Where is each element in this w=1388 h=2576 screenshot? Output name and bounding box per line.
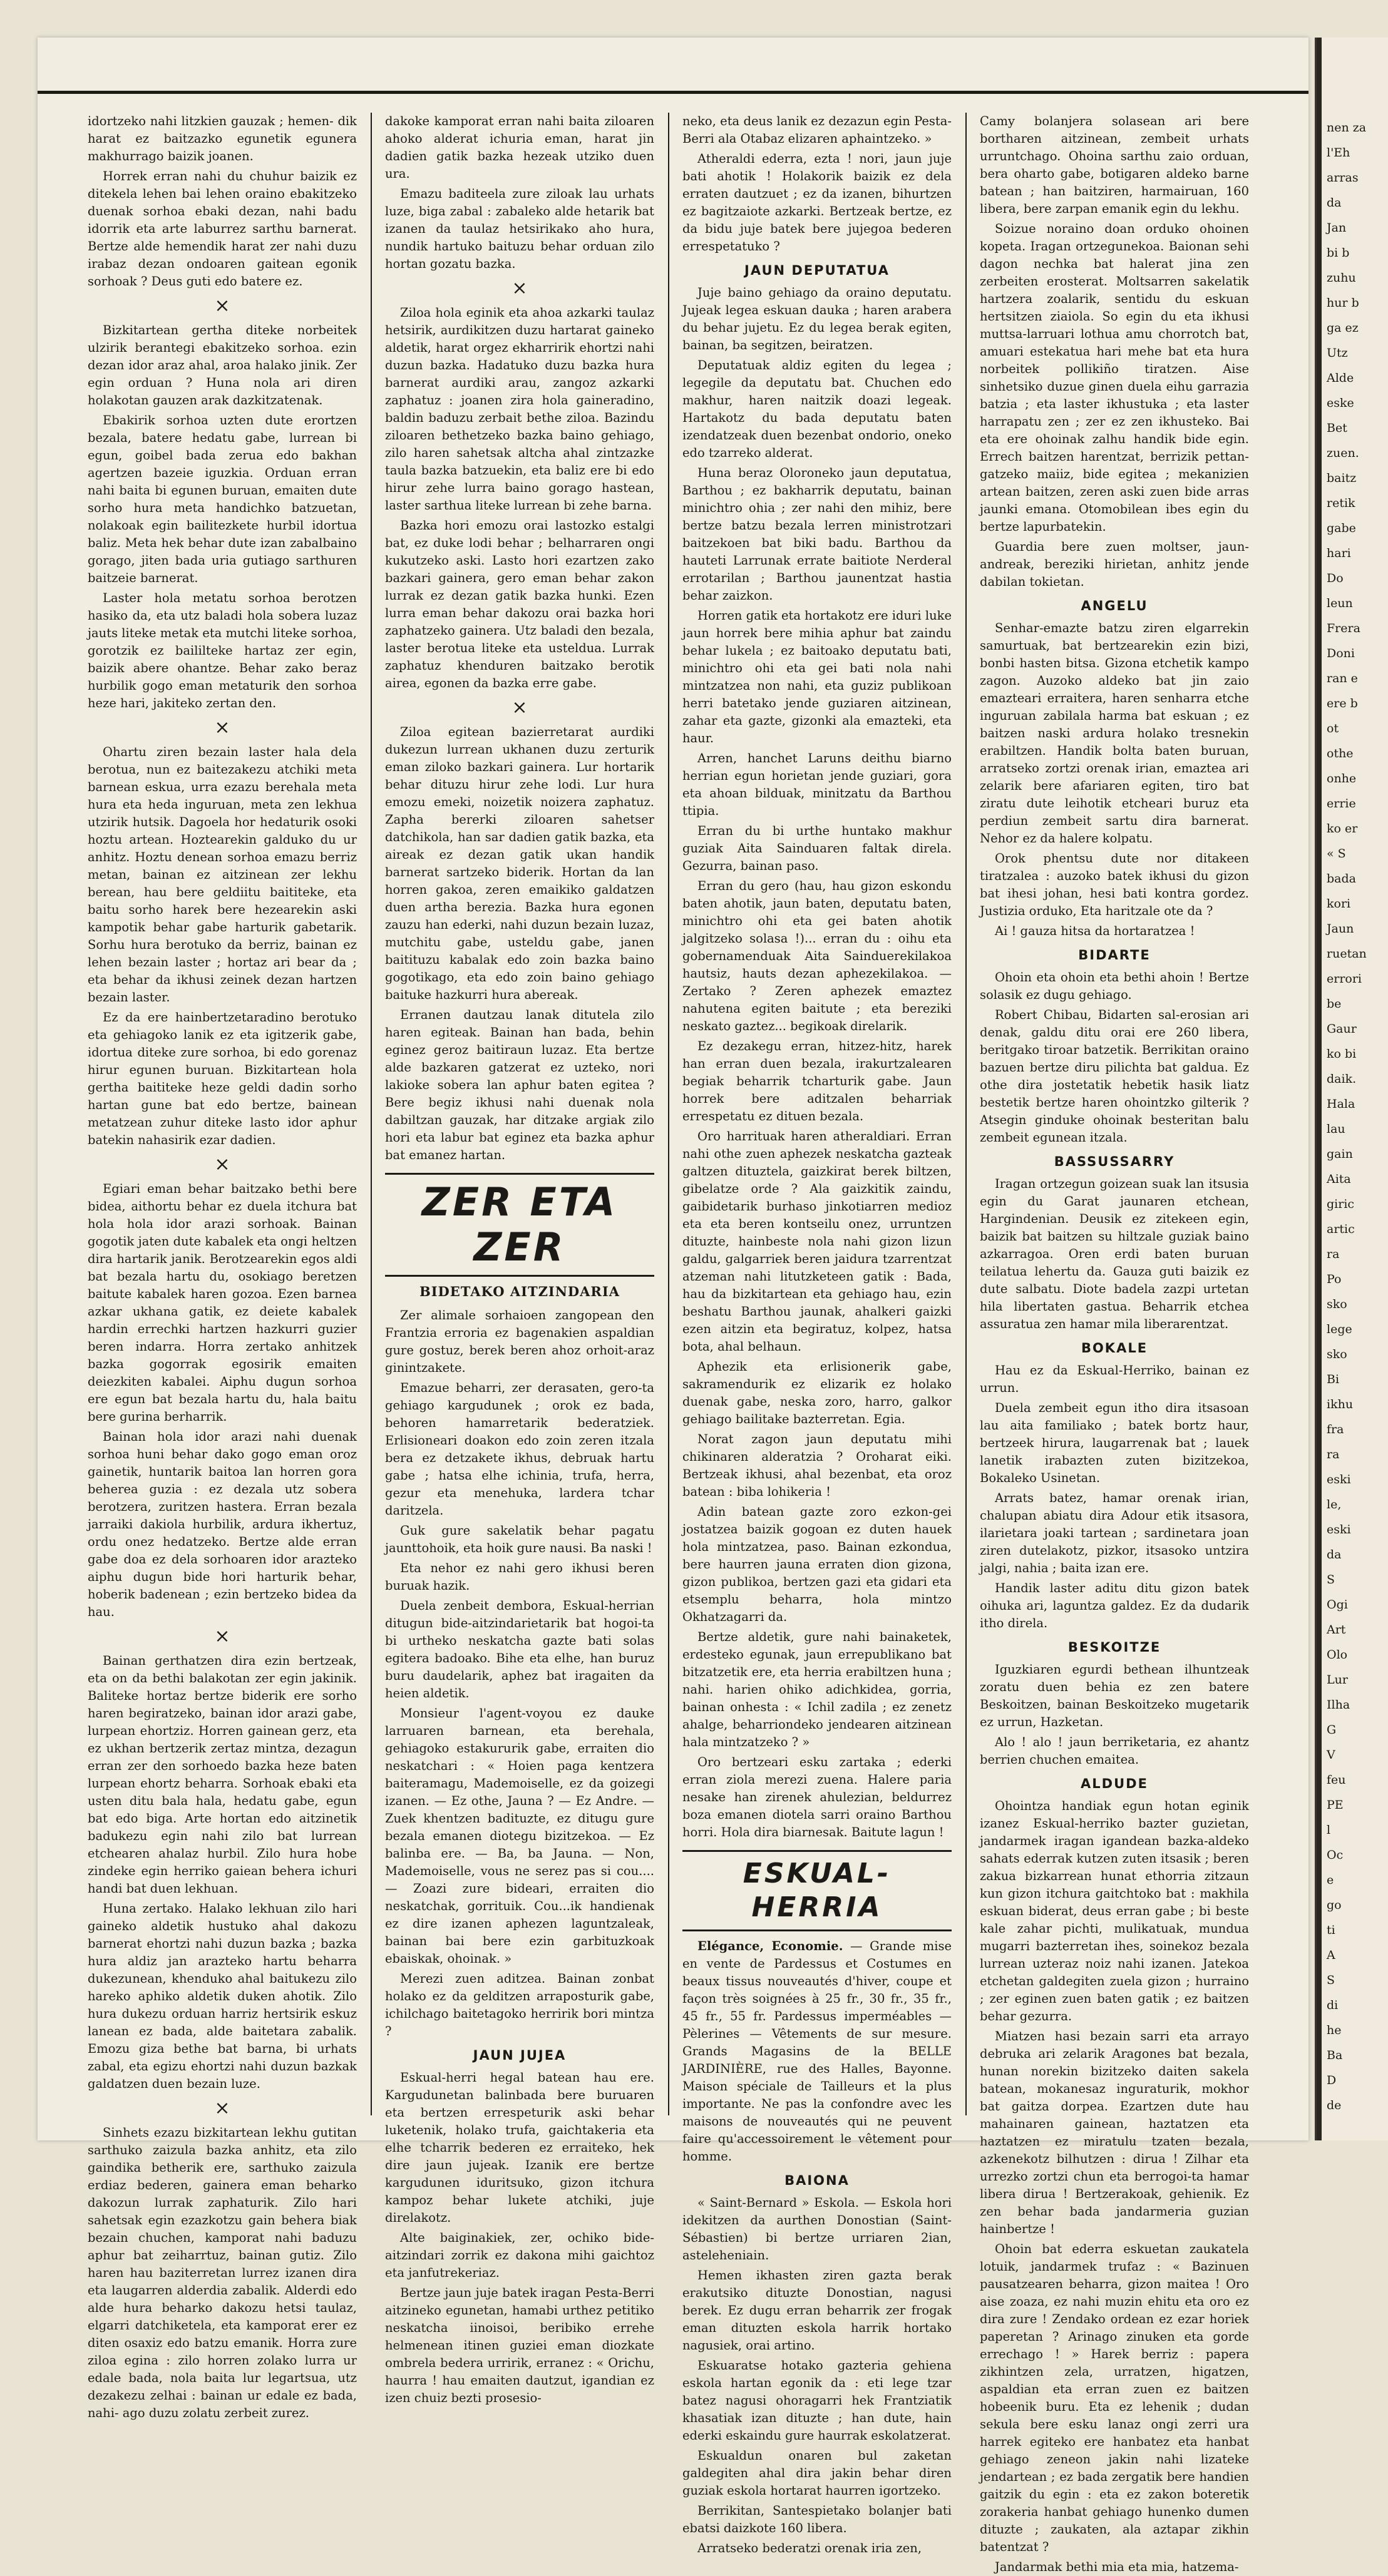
- adjacent-page-fragment: zuhu: [1327, 271, 1356, 285]
- adjacent-page-fragment: leun: [1327, 596, 1353, 610]
- paragraph: Horren gatik eta hortakotz ere iduri luke jaun horrek bere mihia aphur bat zaindu behar lukela ; ez baitoako deputatu bati, minichtro ohi eta gei bati nola nahi mintzatzea non nahi, eta guziz publikoan herri batetako jende guziaren aitzinean, zahar eta gazte, gizonki ala emazteki, eta haur.: [682, 608, 952, 745]
- paragraph: Emazu baditeela zure ziloak lau urhats luze, biga zabal : zabaleko alde hetarik bat izanen da taulaz hetsirikako aho hura, nundik hartuko baituzu behar orduan zilo hortan gozatu bazka.: [385, 187, 654, 271]
- masthead-title: ESKUAL-HERRIA: [743, 1858, 892, 1923]
- paragraph: Alte baiginakiek, zer, ochiko bide-aitzindari zorrik ez dakona mihi gaichtoz eta janfutrekeriaz.: [385, 2231, 654, 2280]
- adjacent-page-fragment: D: [1327, 2073, 1337, 2087]
- paragraph: Sinhets ezazu bizkitartean lekhu gutitan sarthuko zaizula bazka anhitz, eta zilo gaindika betherik ere, sarthuko zaizula erdiaz bederen, gainera eman beharko dakozun lurrak zaphaturik. Zilo hari sahetsak egin ezazkotzu gain behera biak bezain chuchen, kamporat nahi baduzu aphur bat zeiharrtuz, bainan gutiz. Zilo haren hau baziterretan lurrez izanen dira eta laugarren alderdia zabalik. Alderdi edo alde hura beharko dakozu hetsi taulaz, elgarri datchiketela, eta kamporat erer ez diten osaxiz edo batzu emanik. Horra zure ziloa egina : zilo horren zolako lurra ur edale bada, nola baita lur legartsua, utz dezakezu zelhai : bainan ur edale ez bada, nahi- ago duzu zolatu zerbeit zurez.: [88, 2125, 357, 2420]
- adjacent-page-fragment: ran e: [1327, 672, 1358, 685]
- adjacent-page-fragment: Do: [1327, 571, 1344, 585]
- paragraph: Emazue beharri, zer derasaten, gero-ta gehiago kargudunek ; orok ez bada, behoren hamarretarik bederatziek. Erlisioneari doakon edo zoin zeren itzala bera ez detzakete ikhus, debruak hartu gabe ; hatsa elhe ichinia, trufa, herra, gezur eta menehuka, lardera tchar daritzela.: [385, 1381, 654, 1518]
- adjacent-page-fragment: A: [1327, 1948, 1335, 1962]
- adjacent-page-fragment: S: [1327, 1973, 1335, 1987]
- paragraph: Handik laster aditu ditu gizon batek oihuka ari, laguntza galdez. Ez da dudarik itho direla.: [980, 1581, 1249, 1630]
- paragraph: Bainan hola idor arazi nahi duenak sorhoa huni behar dako gogo eman oroz gainetik, huntarik baitoa lan horren gora beherea guzia : ez dezala utz sobera berotzera, zuritzen hastera. Erran bezala jarraiki dakiola hurbilik, ardura ikhertuz, ordu onez hedatzeko. Bertze alde erran gabe doa ez dela sorhoaren idor arazteko aiphu dugun bide hori harturik behar, hoberik badenean ; ezin bertzeko bidea da hau.: [88, 1429, 357, 1619]
- adjacent-page-fragment: Alde: [1327, 371, 1354, 385]
- paragraph: Adin batean gazte zoro ezkon-gei jostatzea baizik gogoan ez duten hauek hola mintzatzea, paso. Bainan ezkondua, bere haurren jauna erraten dion gizona, gizon publikoa, bertzen gazi eta gidari eta etsemplu beharra, hola mintzo Okhatzagarri da.: [682, 1505, 952, 1624]
- adjacent-page-fragment: lau: [1327, 1122, 1345, 1136]
- adjacent-page-fragment: feu: [1327, 1773, 1346, 1787]
- column-3: [682, 113, 952, 2555]
- paragraph: Camy bolanjera solasean ari bere bortharen aitzinean, zembeit urhats urruntchago. Ohoina sarthu zaio orduan, bera oharto gabe, botigaren aldeko barne batean ; han baitziren, harmairuan, 160 libera, bere zarpan emanik egin du lekhu.: [980, 114, 1249, 216]
- paragraph: Merezi zuen aditzea. Bainan zonbat holako ez da gelditzen arraposturik gabe, ichilchago baitetagoko herririk bori mintza ?: [385, 1971, 654, 2038]
- paragraph: idortzeko nahi litzkien gauzak ; hemen- dik harat ez baitzazko egunetik egunera makhurrago baizik joanen.: [88, 114, 357, 163]
- paragraph: Robert Chibau, Bidarten sal-erosian ari denak, galdu ditu orai ere 260 libera, beritgako tiroar batzetik. Berrikitan oraino bazuen bertze diru pilichta bat galdua. Ez othe dira jostetatik hebetik hasik liatz bestetik bertze haren ohointzko gilterik ? Atsegin ginduke ohoinak besteritan balu zembeit egunean itzala.: [980, 1008, 1249, 1145]
- section-separator: ×: [214, 1625, 230, 1647]
- adjacent-page-fragment: ikhu: [1327, 1398, 1354, 1411]
- adjacent-page-fragment: Hala: [1327, 1097, 1355, 1111]
- paragraph: Ohoin bat ederra eskuetan zaukatela lotuik, jandarmek trufaz : « Bazinuen pausatzearen beharra, gizon maitea ! Oro aise zoaza, ez nahi muzin ehitu eta oro ez dira zure ! Zendako ordean ez ezar horiek paperetan ? Arinago zinuken eta gorde errechago ! » Harek berriz : papera zikhintzen zela, urratzen, higatzen, aspaldian eta erran zuen ez baitzen hobeenik buru. Eta ez lehenik ; dudan sekula bere esku lanaz ongi zerri ura harrek egiteko ere hanbatez eta hanbat gehiago zeneon jakin nahi lizateke jendartean ; ez bada zergatik bere handien gaitzik du egin : eta ez zakon boteretik zorakeria hanbat gehiago hunenko dumen dituzte ; zaukaten, ala aztapar zikhin batentzat ?: [980, 2242, 1249, 2554]
- paragraph: Bazka hori emozu orai lastozko estalgi bat, ez duke lodi behar ; belharraren ongi kukutzeko aski. Lasto hori ezartzen zako bazkari gainera, gero eman behar zakon lurrak ez dezan gatik bazka hunki. Ezen lurra eman behar dakozu orai bazka hori zaphatzeko gainera. Utz baladi den bezala, laster berotua liteke eta usteldua. Lurrak zaphatuz khenduren baitzako berotik airea, egonen da bazka erre gabe.: [385, 518, 654, 690]
- adjacent-page-fragment: e: [1327, 1873, 1334, 1887]
- section-separator: ×: [214, 2097, 230, 2119]
- page-fold: [1317, 38, 1322, 2140]
- paragraph: Eta nehor ez nahi gero ikhusi beren buruak hazik.: [385, 1561, 654, 1593]
- adjacent-page-fragment: de: [1327, 2098, 1342, 2112]
- paragraph: Ai ! gauza hitsa da hortaratzea !: [995, 924, 1195, 938]
- adjacent-page-fragment: l: [1327, 1823, 1331, 1837]
- adjacent-page-fragment: Art: [1327, 1623, 1346, 1637]
- adjacent-page-fragment: « S: [1327, 847, 1346, 861]
- adjacent-page-fragment: ruetan: [1327, 947, 1367, 961]
- adjacent-page-fragment: Gaur: [1327, 1022, 1357, 1036]
- adjacent-page-fragment: le,: [1327, 1498, 1342, 1511]
- paragraph: Norat zagon jaun deputatu mihi chikinaren alderatzia ? Oroharat eiki. Bertzeak ikhusi, ahal bezenbat, eta oroz batean : biba lohikeria !: [682, 1432, 952, 1499]
- adjacent-page-fragment: Jaun: [1327, 922, 1354, 936]
- paragraph: Ohartu ziren bezain laster hala dela berotua, nun ez baitezakezu atchiki meta barnean eskua, urra ezazu berehala meta hura eta heda inguruan, meta zen lekhua utzirik hutsik. Dagoela hor hedaturik osoki hoztu artean. Hoztearekin galduko du ur anhitz. Hoztu denean sorhoa emazu berriz metan, bainan ez aitzinean zer lekhu berean, hau bere geldiitu baititeke, eta baitu sorho harek bere hezearekin aski kampotik behar gabe harturik gabetarik. Sorhu hura berotuko da berriz, bainan ez lehen bezain laster ; hortaz ari bear da ; eta behar da ikhusi zeinek dezan hartzen bezain laster.: [88, 745, 357, 1004]
- section-masthead: [682, 1850, 952, 1931]
- column-4: [980, 113, 1249, 2574]
- ad-title: Elégance, Economie.: [697, 1939, 843, 1953]
- adjacent-page-fragment: V: [1327, 1748, 1335, 1762]
- article-heading: BOKALE: [1081, 1341, 1148, 1356]
- section-separator: ×: [214, 295, 230, 317]
- paragraph: dakoke kamporat erran nahi baita ziloaren ahoko alderat ichuria eman, harat jin dadien gatik bazka hezeak utziko duen ura.: [385, 114, 654, 181]
- adjacent-page-fragment: ot: [1327, 722, 1339, 735]
- paragraph: Bertze jaun juje batek iragan Pesta-Berri aitzineko egunetan, hamabi urthez petitiko neskatcha iinoisoi, beribiko errehe helmenean itinen guziei eman diozkate ombrela bedera urririk, erranez : « Orichu, haurra ! hau emaiten dautzut, igandian ez izen chuiz bezti prosesio-: [385, 2286, 654, 2405]
- adjacent-page-fragment: go: [1327, 1898, 1342, 1912]
- adjacent-page-fragment: ra: [1327, 1448, 1340, 1461]
- article-heading: ALDUDE: [1081, 1776, 1148, 1791]
- adjacent-page-fragment: sko: [1327, 1297, 1347, 1311]
- adjacent-page-fragment: giric: [1327, 1197, 1355, 1211]
- adjacent-page-fragment: Ba: [1327, 2048, 1343, 2062]
- paragraph: Huna zertako. Halako lekhuan zilo hari gaineko aldetik hustuko ahal dakozu barnerat ehortzi nahi duzun bazka ; bazka hura aldiz jan arazteko hartu beharra dukezunean, khenduko ahal baitukezu zilo hareko aphiko aldetik duken ahotik. Zilo hura dukezu orduan harriz hertsirik eskuz lanean ez bada, alde baitetara zabalik. Emozu giza bethe bat barna, bi urhats zabal, eta egizu ehortzi nahi duzun bazkak galdatzen duen bezain luze.: [88, 1901, 357, 2091]
- paragraph: Bertze aldetik, gure nahi bainaketek, erdesteko egunak, jaun errepublikano bat bitzatzetik ere, eta herria erabiltzen huna ; nahi. harien ohiko adichkidea, gorria, bainan onhesta : « Ichil zadila ; ez zenetz ahalge, beharriondeko jendearen aitzinean hala mintzatzeko ? »: [682, 1630, 952, 1749]
- adjacent-page-fragment: da: [1327, 196, 1342, 210]
- article-heading: JAUN DEPUTATUA: [744, 263, 890, 278]
- adjacent-page-fragment: bi b: [1327, 246, 1350, 260]
- adjacent-page-fragment: ko bi: [1327, 1047, 1357, 1061]
- paragraph: Horrek erran nahi du chuhur baizik ez ditekela lehen bai lehen oraino ebakitzeko duenak sorhoa ebaki dezan, nahi badu idorrik eta arte laburrez sarthu barnerat. Bertze alde hemendik harat zer nahi duzu irabaz dezan ondoaren gaitean egonik sorhoak ? Deus guti edo batere ez.: [88, 169, 357, 289]
- adjacent-page-fragment: Oc: [1327, 1848, 1344, 1862]
- adjacent-page-fragment: artic: [1327, 1222, 1355, 1236]
- article-heading: BASSUSSARRY: [1054, 1154, 1175, 1169]
- paragraph: Laster hola metatu sorhoa berotzen hasiko da, eta utz baladi hola sobera luzaz jauts liteke metak eta mutchi liteke sorhoa, gorotzik ez baililteke hartaz zer egin, baizik abere ohantze. Behar zako beraz hurbilik gogo eman metaturik den sorhoa heze hari, jakiteko zertan den.: [88, 591, 357, 710]
- paragraph: Juje baino gehiago da oraino deputatu. Jujeak legea eskuan dauka ; haren arabera du behar jujetu. Ez du legea berak egiten, bainan, ba segitzen, beiratzen.: [682, 285, 952, 352]
- adjacent-page-fragment: daik.: [1327, 1072, 1357, 1086]
- adjacent-page-edge: [1315, 38, 1388, 2140]
- advertisement: [682, 1938, 952, 2165]
- column-rule: [965, 113, 967, 2115]
- paragraph: Oro bertzeari esku zartaka ; ederki erran ziola merezi zuena. Halere paria nesake han zirenek ahulezian, beldurrez boza emanen diotela sarri oraino Barthou horri. Hola dira biarnesak. Baitute lagun !: [682, 1755, 952, 1839]
- column-1: [88, 113, 357, 2420]
- adjacent-page-fragment: Lur: [1327, 1673, 1348, 1687]
- adjacent-page-fragment: Ogi: [1327, 1598, 1348, 1612]
- paragraph: Erran du gero (hau, hau gizon eskondu baten ahotik, jaun baten, deputatu baten, minichtro ohi eta gei baten ahotik jalgitzeko solasa !)... erran du : oihu eta gobernamenduak Aita Sainduerekilakoa hautsiz, hauts dezan aphezekilakoa. — Zertako ? Zeren aphezek emaztez nahutena egiten baitute ; eta bereziki neskato gaztez... begikoak direlarik.: [682, 879, 952, 1033]
- ad-text: — Grande mise en vente de Pardessus et Costumes en beaux tissus nouveautés d'hiver, coupe et façon très soignées à 25 fr., 30 fr., 35 fr., 45 fr., 55 fr. Pardessus imperméables — Pèlerines — Vêtements de sur mesure. Grands Magasins de la BELLE JARDINIÈRE, rue des Halles, Bayonne. Maison spéciale de Tailleurs et la plus importante. Ne pas la confondre avec les maisons de nouveautés qui ne peuvent faire qu'accessoirement le vêtement pour homme.: [682, 1939, 952, 2164]
- paragraph: Ez dezakegu erran, hitzez-hitz, harek han erran duen bezala, irakurtzalearen begiak beharrik tcharturik gabe. Jaun horrek bere aditzalen beharriak errespetatu ez dituen bezala.: [682, 1039, 952, 1123]
- paragraph: Ohointza handiak egun hotan eginik izanez Eskual-herriko bazter guzietan, jandarmek iragan igandean bazka-aldeko sahats ederrak kutzen zuten itsasik ; beren zakua bizkarrean hunat ethorria zitzaun kun gizon itchura gaitchtoko bat : makhila eskuan biderat, deus erran gabe ; bi beste kale zahar pichti, mulikatuak, mundua mugarri bazterretan ihes, soinekoz bezala lurrean uzteraz noiz nahi izanen. Jatekoa etchetan galdegiten zuela gizon ; hurraino ; zer eginen zuen baten gatik ; ez baitzen behar gezurra.: [980, 1799, 1249, 2023]
- paragraph: Arren, hanchet Laruns deithu biarno herrian egun horietan jende guziari, gora eta ahoan bilduak, minitzatu da Barthou ttipia.: [682, 751, 952, 818]
- paragraph: Huna beraz Oloroneko jaun deputatua, Barthou ; ez bakharrik deputatu, bainan minichtro ohia ; zer nahi den mihiz, bere bertze batzu bezala lerren ministrotzari baitzekoen bat biki badu. Barthou da hauteti Larrunak errate baitiote Nerderal errotarilan ; Barthou jaunentzat hastia behar zaizkon.: [682, 466, 952, 603]
- article-heading: ANGELU: [1081, 598, 1148, 613]
- paragraph: Egiari eman behar baitzako bethi bere bidea, aithortu behar ez duela itchura bat hola hola idor arazi sorhoak. Bainan gogotik jaten dute kabalek eta ongi heltzen dira hartarik janik. Berotzearekin egos aldi bat bezala hartu du, osokiago beretzen baitute kabalek haren gozoa. Ezen barnea azkar ukhana gatik, ez deiete kabalek hardin errechki hartzen hazkurri guzier beren indarra. Horra zertako anhitzek bazka gogorrak egosirik emaiten deiezkiten kabalei. Aiphu dugun sorhoa ere egun bat bezala hartu du, hala baitu bere gurina berharrik.: [88, 1182, 357, 1424]
- paragraph: Hau ez da Eskual-Herriko, bainan ez urrun.: [980, 1363, 1249, 1395]
- paragraph: Ohoin eta ohoin eta bethi ahoin ! Bertze solasik ez dugu gehiago.: [980, 970, 1249, 1002]
- adjacent-page-fragment: baitz: [1327, 471, 1357, 485]
- adjacent-page-fragment: sko: [1327, 1347, 1347, 1361]
- adjacent-page-fragment: Bi: [1327, 1372, 1340, 1386]
- adjacent-page-fragment: he: [1327, 2023, 1342, 2037]
- paragraph: Hemen ikhasten ziren gazta berak erakutsiko dituzte Donostian, nagusi berek. Ez dugu erran beharrik zer frogak eman dituzten eskola harrik hortako nagusiek, orai artino.: [682, 2268, 952, 2353]
- adjacent-page-fragment: eske: [1327, 396, 1354, 410]
- paragraph: Miatzen hasi bezain sarri eta arrayo debruka ari zelarik Aragones bat bezala, hunan norekin bizitzeko daiten sakela batean, mokanesaz inguraturik, mokhor bat gaitza dorpea. Ezartzen dute hau mahainaren gainean, haztatzen eta haztatzen ez miratulu tzaten bezala, azkenekotz bilhutzen : dirua ! Zilhar eta urrezko zortzi chun eta berrogoi-ta hamar libera dirua ! Bertzerakoak, gehienik. Ez zen behar bada jandarmeria guzian hainbertze !: [980, 2029, 1249, 2236]
- paragraph: Iragan ortzegun goizean suak lan itsusia egin du Garat jaunaren etchean, Hargindenian. Deusik ez zitekeen egin, baizik bat baitzen su hiltzale guziak baino azkarragoa. Oren erdi baten buruan teilatua lehertu da. Gauza guti baizik ez dute salbatu. Diote badela zazpi urtetan hila libertaten gastua. Beharrik etchea assuratua zen hamar mila liberarentzat.: [980, 1177, 1249, 1331]
- paragraph: « Saint-Bernard » Eskola. — Eskola hori idekitzen da aurthen Donostian (Saint-Sébastien) bi bertze urriaren 2ian, asteleheniain.: [682, 2195, 952, 2262]
- paragraph: Guk gure sakelatik behar pagatu jaunttohoik, eta hoik gure nausi. Ba naski !: [385, 1523, 654, 1555]
- adjacent-page-fragment: bada: [1327, 872, 1356, 886]
- section-separator: ×: [512, 697, 528, 718]
- article-heading: BIDARTE: [1078, 948, 1151, 963]
- top-rule: [38, 91, 1308, 94]
- paragraph: Arrats batez, hamar orenak irian, chalupan abiatu dira Adour etik itsasora, ilarietara joaki tartean ; sardinetara joan ziren dutelakotz, pizkor, itsasoko untzira jalgi, nahia ; baita izan ere.: [980, 1491, 1249, 1575]
- adjacent-page-fragment: retik: [1327, 496, 1355, 510]
- adjacent-page-fragment: eski: [1327, 1523, 1351, 1536]
- paragraph: Monsieur l'agent-voyou ez dauke larruaren barnean, eta berehala, gehiagoko estakururik gabe, erraiten dio neskatchari : « Hoien paga kentzera baiteramagu, Mademoiselle, ez da goizegi izanen. — Ez othe, Jauna ? — Ez Andre. — Zuek khentzen badituzte, ez ditugu gure bezala emanen diotegu bizitzekoa. — Ez balinba ere. — Ba, ba Jauna. — Non, Mademoiselle, vous ne serez pas si cou.... — Zoazi zure bideari, erraiten dio neskatchak, gorrituik. Cou...ik handienak ez dire izanen aphezen laguntzaleak, bainan bai bere ezin garbituzkoak ebaiskak, ohoinak. »: [385, 1706, 654, 1966]
- adjacent-page-fragment: gain: [1327, 1147, 1353, 1161]
- adjacent-page-fragment: da: [1327, 1548, 1342, 1561]
- paragraph: Ziloa egitean bazierretarat aurdiki dukezun lurrean ukhanen duzu zerturik eman ziloko bazkari gainera. Lur hortarik behar dituzu hirur zehe lodi. Lur hura emozu emeki, noizetik noizera zaphatuz. Zapha bererki ziloaren sahetser datchikola, han sar dadien gatik bazka, eta aireak ez dezan gatik ukan handik barnerat sartzeko biderik. Hortan da lan horren gakoa, zeren emaikiko galdatzen duen artha berezia. Bazka hura egonen zauzu han ederki, nahi duzun bezain luzaz, mutchitu gabe, usteldu gabe, janen baitituzu kabalak edo zoin bazka baino gogotikago, eta edo zoin baino gehiago baituke hazkurri hura abereak.: [385, 725, 654, 1002]
- paragraph: Alo ! alo ! jaun berriketaria, ez ahantz berrien chuchen emaitea.: [980, 1735, 1249, 1767]
- paragraph: Eskualdun onaren bul zaketan galdegiten ahal dira jakin behar diren guziak eskola hortarat haurren igortzeko.: [682, 2448, 952, 2498]
- adjacent-page-fragment: othe: [1327, 747, 1354, 760]
- newspaper-page: [38, 38, 1308, 2574]
- adjacent-page-fragment: Frera: [1327, 621, 1360, 635]
- section-separator: ×: [214, 717, 230, 739]
- paragraph: Ziloa hola eginik eta ahoa azkarki taulaz hetsirik, aurdikitzen duzu hartarat gaineko aldetik, harat orgez ekharririk ehortzi nahi duzun bazka. Hadatuko duzu bazka hura barnerat aurdiki arau, zangoz azkarki zaphatuz : joanen zira hola gaineradino, baldin baduzu zerbait bethe ziloa. Bazindu ziloaren bethetzeko bazka baino gehiago, zilo haren sahetsak altcha ahal zintzazke taula bazka batzuekin, eta baliz ere bi edo hirur zehe lurra baino gorago hastean, laster sarthua liteke lurrean bi zehe barna.: [385, 305, 654, 513]
- adjacent-page-fragment: errie: [1327, 797, 1356, 810]
- adjacent-page-fragment: zuen.: [1327, 446, 1359, 460]
- paragraph: Senhar-emazte batzu ziren elgarrekin samurtuak, bat bertzearekin ezin bizi, bonbi hasten bitsa. Gizona etchetik kampo zagon. Auzoko aldeko bat jin zaio emazteari erraitera, haren senharra etche inguruan zabilala harma bat eskuan ; ez baitzen naski ardura holako tresnekin erabiltzen. Handik bolta baten buruan, arratseko zortzi orenak irian, emaztea ari zelarik bere afariaren egiten, tiro bat ziratu dute leihotik etcheari buruz eta perdiun zembeit sartu dira barnerat. Nehor ez da halere kolpatu.: [980, 621, 1249, 846]
- paragraph: Eskuaratse hotako gazteria gehiena eskola hartan egonik da : eti lege tzar batez nagusi ohoragarri hek Frantziatik khasatiak izan dituzte ; han dute, hain ederki eskaindu gure haurrak eskolatzerat.: [682, 2358, 952, 2443]
- adjacent-page-fragment: hur b: [1327, 296, 1359, 310]
- paragraph: Orok phentsu dute nor ditakeen tiratzalea : auzoko batek ikhusi du gizon bat ihesi johan, hesi bati kontra gordez. Justizia orduko, Eta haritzale ote da ?: [980, 851, 1249, 918]
- paragraph: Arratseko bederatzi orenak iria zen,: [697, 2541, 922, 2555]
- adjacent-page-fragment: l'Eh: [1327, 146, 1350, 160]
- adjacent-page-fragment: ko er: [1327, 822, 1358, 836]
- paragraph: Oro harrituak haren atheraldiari. Erran nahi othe zuen aphezek neskatcha gazteak galtzen dituztela, gaizkirat berek biltzen, gibelatze orde ? Ala gaizkitik zaindu, gaibidetarik burhaso jinkotiarren medioz eta eta beren kontseilu onez, urruntzen dituzte, hainbeste nola nahi gizon lizun galdu, galgarriek beren jaidura tzarrentzat atzeman nahi litutzketeen gatik : Bada, hau da bizkitartean eta gehiago hau, ezin beshatu Barthou jaunak, ahalkeri gaizki ezen aitzin eta begiratuz, kolpez, hatsa bota, ahal belhaun.: [682, 1129, 952, 1354]
- adjacent-page-fragment: ra: [1327, 1247, 1340, 1261]
- adjacent-page-fragment: Aita: [1327, 1172, 1351, 1186]
- adjacent-page-fragment: Jan: [1327, 221, 1347, 235]
- adjacent-page-fragment: ere b: [1327, 697, 1358, 710]
- paragraph: Aphezik eta erlisionerik gabe, sakramendurik ez elizarik ez holako duenak gabe, neska zoro, harro, galkor gehiago bailitake bazterretan. Egia.: [682, 1359, 952, 1426]
- adjacent-page-fragment: di: [1327, 1998, 1339, 2012]
- section-masthead: [385, 1173, 654, 1277]
- paragraph: Iguzkiaren egurdi bethean ilhuntzeak zoratu duen behia ez zen batere Beskoitzen, bainan Beskoitzeko mugetarik ez urrun, Hazketan.: [980, 1662, 1249, 1729]
- column-2: [385, 113, 654, 2405]
- paragraph: Deputatuak aldiz egiten du legea ; legegile da deputatu bat. Chuchen edo makhur, haren naitzik doazi legeak. Hartakotz du bada deputatu baten izendatzeak duen bezenbat ondorio, oneko edo tzarreko alderat.: [682, 358, 952, 460]
- paragraph: Duela zembeit egun itho dira itsasoan lau aita familiako ; batek bortz haur, bertzeek hirura, laugarrenak bat ; lauek lanetik irabazten zuten bizitzekoa, Bokaleko Usinetan.: [980, 1401, 1249, 1485]
- adjacent-page-fragment: fra: [1327, 1423, 1344, 1436]
- paragraph: Atheraldi ederra, ezta ! nori, jaun juje bati ahotik ! Holakorik baizik ez dela erraten dautzuet ; ez da izanen, bihurtzen ez bagitzaiote azkarki. Bertzeak bertze, ez da bidu juje batek bere jujegoa bederen errespetatuko ?: [682, 151, 952, 253]
- paragraph: Ebakirik sorhoa uzten dute erortzen bezala, batere hedatu gabe, lurrean bi egun, goibel bada zerua edo bakhan agertzen bazeie iguzkia. Orduan erran nahi baita bi egunen buruan, emaiten dute sorho hura meta handichko batzuetan, nolakoak egin bailitezkete hurbil idortua baliz. Meta hek behar dute izan zabalbaino gorago, jiten bada uria gutiago sarthuren baitzeie barnerat.: [88, 413, 357, 585]
- section-separator: ×: [512, 277, 528, 299]
- adjacent-page-fragment: Bet: [1327, 421, 1347, 435]
- paragraph: Bainan gerthatzen dira ezin bertzeak, eta on da bethi balakotan zer egin jakinik. Baliteke hortaz bertze biderik ere sorho haren begiratzeko, bainan idor arazi gabe, lurpean ehortziz. Horren gainean gerz, eta ez ukhan bertzerik zertaz mintza, dezagun erran zer den sorhoedo bazka heze baten lurpean ehortz beharra. Sorhoak ebaki eta usten ditu bala hala, hedatu gabe, egun bat edo biga. Arte hortan edo aitzinetik badukezu egin nahi zilo bat lurrean etchearen ahalaz hurbil. Zilo hura hobe zindeke egin herriko gaiean behera ichuri handi bat duen lekhuan.: [88, 1653, 357, 1896]
- adjacent-page-fragment: S: [1327, 1573, 1335, 1587]
- adjacent-page-fragment: ga ez: [1327, 321, 1359, 335]
- adjacent-page-fragment: Utz: [1327, 346, 1348, 360]
- paragraph: Jandarmak bethi mia eta mia, hatzema-: [995, 2560, 1239, 2574]
- paragraph: Guardia bere zuen moltser, jaun-andreak, bereziki hirietan, anhitz jende dabilan tokietan.: [980, 539, 1249, 589]
- adjacent-page-fragment: Olo: [1327, 1648, 1348, 1662]
- adjacent-page-fragment: arras: [1327, 171, 1359, 185]
- adjacent-page-fragment: gabe: [1327, 521, 1356, 535]
- paragraph: Eskual-herri hegal batean hau ere. Kargudunetan balinbada bere buruaren eta bertzen errespeturik aski behar luketenik, holako trufa, gaichtakeria eta elhe tcharrik bederen ez erraiteko, hek dire jaun jujeak. Izanik ere bertze kargudunen iduritsuko, gizon itchura kampoz behar lukete atchiki, juje direlakotz.: [385, 2070, 654, 2225]
- paragraph: Zer alimale sorhaioen zangopean den Frantzia erroria ez bagenakien aspaldian gure gostuz, berek beren ahoz orhoit-araz ginintzakete.: [385, 1308, 654, 1375]
- adjacent-page-fragment: ti: [1327, 1923, 1335, 1937]
- column-rule: [371, 113, 372, 2115]
- paragraph: neko, eta deus lanik ez dezazun egin Pesta-Berri ala Otabaz elizaren aphaintzeko. »: [682, 114, 952, 146]
- masthead-title: ZER ETA ZER: [421, 1179, 618, 1270]
- adjacent-page-fragment: Ilha: [1327, 1698, 1350, 1712]
- adjacent-page-fragment: lege: [1327, 1322, 1352, 1336]
- adjacent-page-fragment: onhe: [1327, 772, 1357, 785]
- adjacent-page-fragment: G: [1327, 1723, 1337, 1737]
- article-heading: JAUN JUJEA: [473, 2048, 567, 2063]
- column-rule: [668, 113, 669, 2115]
- paragraph: Duela zenbeit dembora, Eskual-herrian ditugun bide-aitzindarietarik bat hogoi-ta bi urtheko neskatcha gazte bati solas egitera badoako. Bihe eta elhe, han buruz buru daudelarik, aphez bat iragaiten da heien aldetik.: [385, 1598, 654, 1700]
- adjacent-page-fragment: PE: [1327, 1798, 1344, 1812]
- adjacent-page-fragment: Doni: [1327, 647, 1355, 660]
- adjacent-page-fragment: errori: [1327, 972, 1362, 986]
- paragraph: Erran du bi urthe huntako makhur guziak Aita Sainduaren faltak direla. Gezurra, bainan paso.: [682, 824, 952, 873]
- article-heading: BIDETAKO AITZINDARIA: [419, 1284, 620, 1299]
- adjacent-page-fragment: hari: [1327, 546, 1351, 560]
- adjacent-page-fragment: nen za: [1327, 121, 1367, 135]
- section-separator: ×: [214, 1153, 230, 1175]
- paragraph: Ez da ere hainbertzetaradino berotuko eta gehiagoko lanik ez eta igitzerik gabe, idortua diteke zure sorhoa, bi edo gorenaz hirur egunen buruan. Bizkitartean hola gertha baititeke heze geldi dadin sorho hartan gune bat edo bertze, bainean metatzean zuhur diteke lasto idor aphur batekin nahasirik ezar dadien.: [88, 1010, 357, 1147]
- article-heading: BESKOITZE: [1067, 1640, 1161, 1655]
- paragraph: Soizue noraino doan orduko ohoinen kopeta. Iragan ortzegunekoa. Baionan sehi dagon nechka bat halerat jina zen zerbeiten erosterat. Moltsarren sakelatik hartzera zoalarik, sentidu du eskuan hertsitzen ziaiola. So egin du eta ikhusi muttsa-larruari lothua amu chorrotch bat, amuari estekatua hari mehe bat eta hura norbeitek pollikiño tiratzen. Aise sinhetsiko duzue ginen duela eihu garrazia batzia ; eta laster ikhustuka ; eta laster harrapatu zen ; zer ez zen ikhusteko. Bai eta ere ohoinak zalhu handik bide egin. Errech baitzen harentzat, berrizik pettan-gatzeko maiiz, bide egitea ; mekanizien artean baitzen, zeren aski zuen bide arras jaunki emana. Otomobilean ibes egin du bertze lapurbatekin.: [980, 222, 1249, 534]
- paragraph: Erranen dautzau lanak ditutela zilo haren egiteak. Bainan han bada, behin eginez geroz baitiraun luzaz. Eta bertze alde bazkaren gatzerat ez uzteko, nori lakioke sobera lan aphur baten egitea ? Bere begiz ikhusi nahi duenak nola dabiltzan gauzak, har ditzake argiak zilo hori eta labur bat eginez eta bazka aphur bat emanez hartan.: [385, 1008, 654, 1162]
- adjacent-page-fragment: Po: [1327, 1272, 1342, 1286]
- paragraph: Bizkitartean gertha diteke norbeitek ulzirik berantegi ebakitzeko sorhoa. ezin dezan idor araz ahal, aroa halako jinik. Zer egin orduan ? Huna nola ari diren holakotan gauzen arak dazkitzatenak.: [88, 323, 357, 407]
- article-heading: BAIONA: [784, 2173, 850, 2188]
- adjacent-page-fragment: be: [1327, 997, 1342, 1011]
- adjacent-page-fragment: eski: [1327, 1473, 1351, 1486]
- paragraph: Berrikitan, Santespietako bolanjer bati ebatsi daizkote 160 libera.: [682, 2503, 952, 2535]
- adjacent-page-fragment: kori: [1327, 897, 1351, 911]
